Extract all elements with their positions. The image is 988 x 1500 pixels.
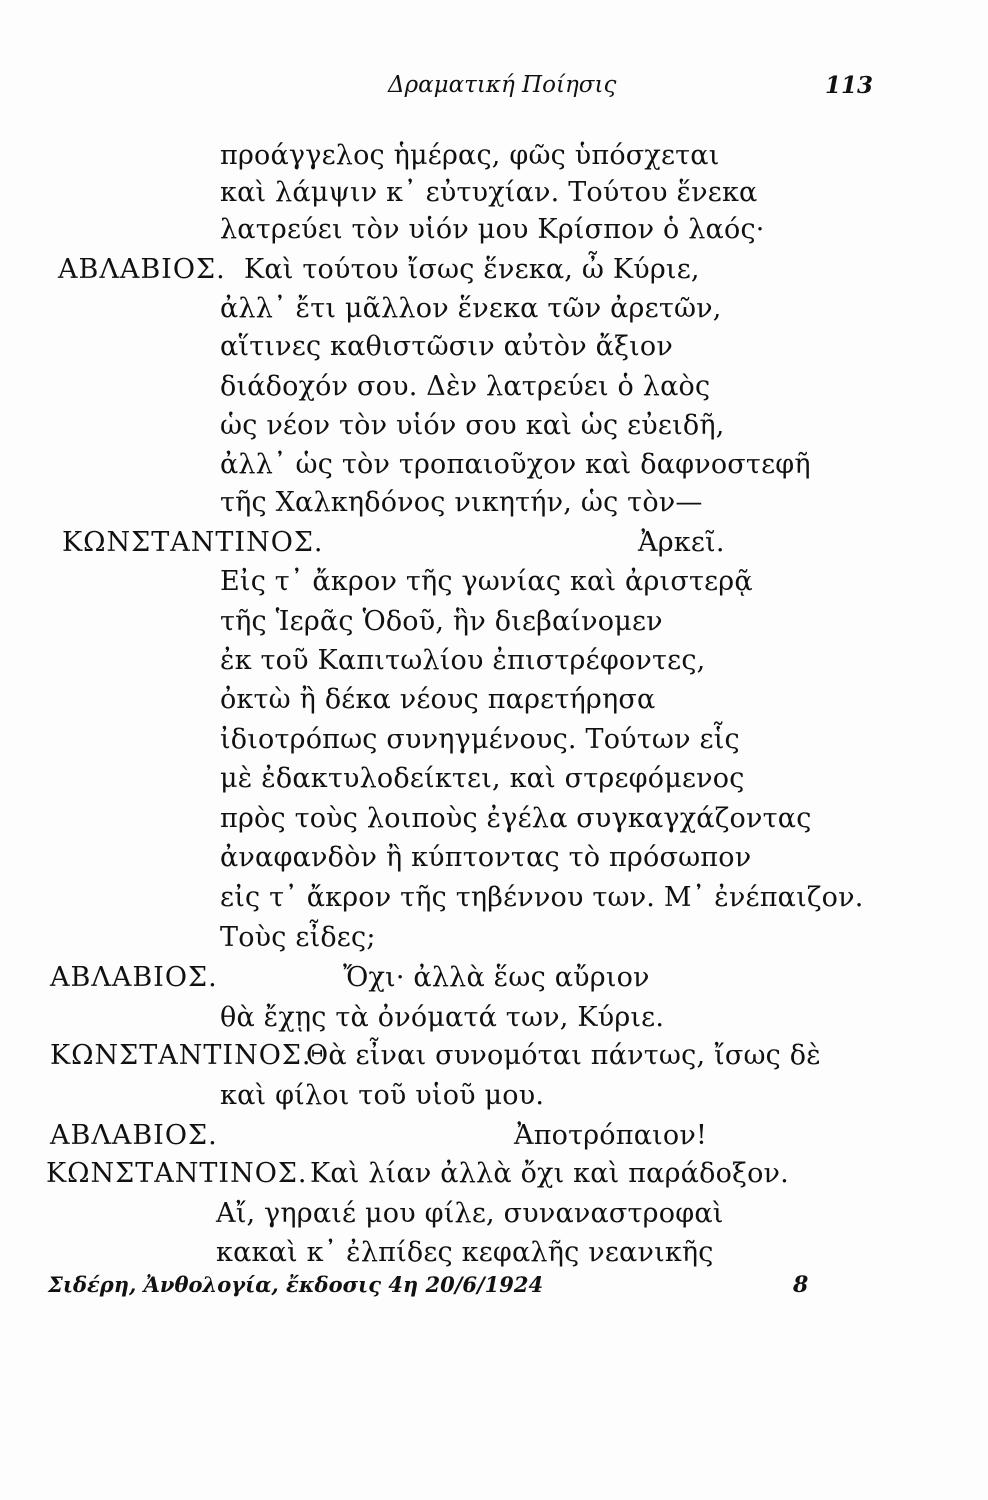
speaker-ablabios: ΑΒΛΑΒΙΟΣ. bbox=[50, 1120, 218, 1151]
verse-line: καὶ φίλοι τοῦ υἱοῦ μου. bbox=[220, 1080, 545, 1111]
speaker-ablabios: ΑΒΛΑΒΙΟΣ. bbox=[58, 254, 226, 285]
verse-line: Τοὺς εἶδες; bbox=[220, 922, 376, 953]
speaker-konstantinos: ΚΩΝΣΤΑΝΤΙΝΟΣ. bbox=[50, 1040, 312, 1071]
verse-line: μὲ ἐδακτυλοδείκτει, καὶ στρεφόμενος bbox=[220, 763, 745, 794]
page-number: 113 bbox=[825, 72, 874, 99]
running-header-title: Δραματική Ποίησις bbox=[388, 72, 617, 98]
verse-line: ἀλλ᾽ ὡς τὸν τροπαιοῦχον καὶ δαφνοστεφῆ bbox=[220, 449, 811, 480]
verse-line: ἰδιοτρόπως συνηγμένους. Τούτων εἷς bbox=[220, 724, 740, 755]
verse-line: Ἀποτρόπαιον! bbox=[514, 1120, 708, 1151]
speaker-ablabios: ΑΒΛΑΒΙΟΣ. bbox=[50, 962, 218, 993]
verse-line: Καὶ λίαν ἀλλὰ ὄχι καὶ παράδοξον. bbox=[310, 1158, 789, 1189]
verse-line: προάγγελος ἡμέρας, φῶς ὑπόσχεται bbox=[220, 140, 720, 171]
footer-citation: Σιδέρη, Ἀνθολογία, ἔκδοσις 4η 20/6/1924 bbox=[48, 1272, 544, 1297]
verse-line: Καὶ τούτου ἴσως ἕνεκα, ὦ Κύριε, bbox=[244, 254, 700, 285]
speaker-konstantinos: ΚΩΝΣΤΑΝΤΙΝΟΣ. bbox=[62, 527, 324, 558]
speaker-konstantinos: ΚΩΝΣΤΑΝΤΙΝΟΣ. bbox=[46, 1158, 308, 1189]
verse-line: κακαὶ κ᾽ ἐλπίδες κεφαλῆς νεανικῆς bbox=[216, 1237, 714, 1268]
verse-line: εἰς τ᾽ ἄκρον τῆς τηβέννου των. Μ᾽ ἐνέπαιζον. bbox=[220, 882, 864, 913]
verse-line: πρὸς τοὺς λοιποὺς ἐγέλα συγκαγχάζοντας bbox=[220, 803, 812, 834]
verse-line: τῆς Ἱερᾶς Ὁδοῦ, ἣν διεβαίνομεν bbox=[220, 606, 663, 637]
verse-line: Θὰ εἶναι συνομόται πάντως, ἴσως δὲ bbox=[306, 1040, 821, 1071]
verse-line: θὰ ἔχῃς τὰ ὀνόματά των, Κύριε. bbox=[220, 1002, 665, 1033]
verse-line: διάδοχόν σου. Δὲν λατρεύει ὁ λαὸς bbox=[220, 371, 711, 402]
signature-mark: 8 bbox=[793, 1272, 809, 1298]
verse-line: ἀναφανδὸν ἢ κύπτοντας τὸ πρόσωπον bbox=[220, 842, 752, 873]
verse-line: Εἰς τ᾽ ἄκρον τῆς γωνίας καὶ ἀριστερᾷ bbox=[220, 566, 753, 597]
verse-line: λατρεύει τὸν υἱόν μου Κρίσπον ὁ λαός· bbox=[220, 214, 765, 245]
verse-line: ἀλλ᾽ ἔτι μᾶλλον ἕνεκα τῶν ἀρετῶν, bbox=[220, 293, 722, 324]
verse-line: Αἴ, γηραιέ μου φίλε, συναναστροφαὶ bbox=[216, 1198, 724, 1229]
verse-line: καὶ λάμψιν κ᾽ εὐτυχίαν. Τούτου ἕνεκα bbox=[220, 177, 758, 208]
verse-line: ὀκτὼ ἢ δέκα νέους παρετήρησα bbox=[220, 684, 656, 715]
verse-line: Ἀρκεῖ. bbox=[638, 527, 725, 558]
verse-line: ὡς νέον τὸν υἱόν σου καὶ ὡς εὐειδῆ, bbox=[220, 410, 725, 441]
verse-line: τῆς Χαλκηδόνος νικητήν, ὡς τὸν— bbox=[220, 487, 703, 518]
verse-line: αἵτινες καθιστῶσιν αὐτὸν ἄξιον bbox=[220, 331, 673, 362]
verse-line: ἐκ τοῦ Καπιτωλίου ἐπιστρέφοντες, bbox=[220, 645, 706, 676]
verse-line: Ὄχι· ἀλλὰ ἕως αὔριον bbox=[343, 962, 650, 993]
